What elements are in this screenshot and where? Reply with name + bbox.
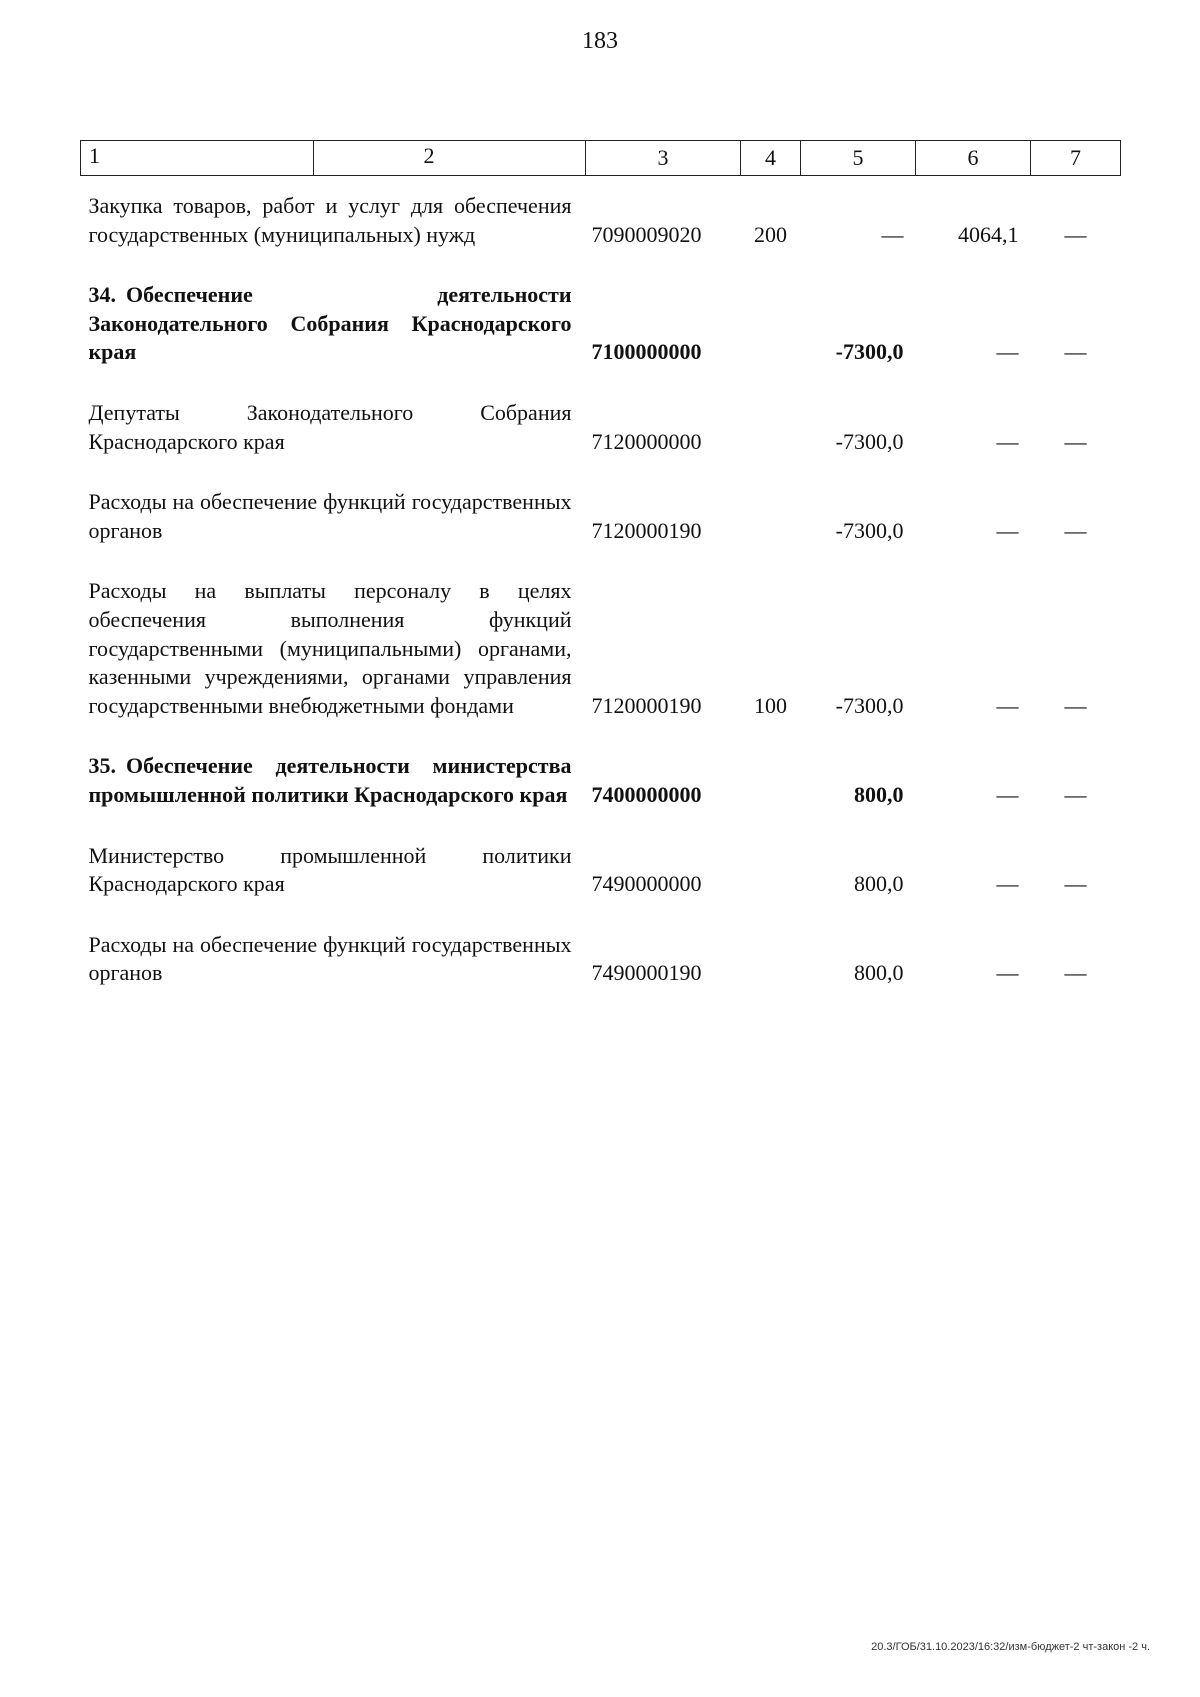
expense-type-code: [741, 383, 801, 472]
row-number: 35.: [88, 753, 116, 779]
row-description: [81, 472, 586, 561]
amount-col-7: —: [1064, 692, 1087, 718]
table-row: [81, 265, 1121, 383]
row-text: Расходы на обеспечение функций государственных органов: [88, 489, 572, 543]
amount-col-6: 4064,1: [958, 221, 1019, 247]
target-code: 7090009020: [591, 221, 702, 247]
table-row: [81, 915, 1121, 1004]
amount-col-5: 800,0: [854, 960, 904, 986]
row-description: [81, 826, 586, 915]
amount-col-6: —: [996, 781, 1019, 807]
amount-col-7: —: [1064, 428, 1087, 454]
target-code: 7120000190: [591, 692, 702, 718]
amount-col-6: —: [996, 428, 1019, 454]
amount-col-7: —: [1064, 871, 1087, 897]
row-text: Обеспечение деятельности министерства промышленной политики Краснодарского края: [88, 753, 572, 807]
target-code: 7120000190: [591, 517, 702, 543]
table-body: [81, 176, 1121, 1004]
row-description: [81, 176, 586, 266]
expense-type-code: [741, 265, 801, 383]
budget-sheet: [80, 140, 1120, 1420]
expense-type-code: 100: [754, 692, 787, 718]
expense-type-code: [741, 472, 801, 561]
table-row: [81, 383, 1121, 472]
table-row: [81, 472, 1121, 561]
target-code: 7120000000: [591, 428, 702, 454]
row-description: [81, 383, 586, 472]
header-col-4: 4: [741, 141, 801, 176]
row-description: [81, 915, 586, 1004]
amount-col-6: —: [996, 692, 1019, 718]
target-code: 7490000190: [591, 960, 702, 986]
budget-table: [80, 140, 1121, 1004]
table-row: [81, 176, 1121, 266]
amount-col-7: —: [1064, 960, 1087, 986]
table-row: [81, 561, 1121, 736]
amount-col-5: -7300,0: [835, 339, 904, 365]
amount-col-5: -7300,0: [835, 428, 904, 454]
file-stamp: 20.3/ГОБ/31.10.2023/16:32/изм-бюджет-2 чт-закон -2 ч.: [871, 1641, 1150, 1653]
row-number: 34.: [88, 282, 116, 308]
amount-col-7: —: [1064, 339, 1087, 365]
amount-col-6: —: [996, 871, 1019, 897]
page-number: 183: [582, 28, 618, 54]
table-row: [81, 826, 1121, 915]
amount-col-7: —: [1064, 781, 1087, 807]
expense-type-code: [741, 736, 801, 825]
amount-col-5: -7300,0: [835, 692, 904, 718]
amount-col-6: —: [996, 960, 1019, 986]
row-text: Расходы на выплаты персоналу в целях обеспечения выполнения функций государственными (муниципальными) органами, казенными учреждениями, органами управления государственными внебюджетными фондами: [88, 578, 572, 718]
amount-col-7: —: [1064, 221, 1087, 247]
amount-col-5: -7300,0: [835, 517, 904, 543]
target-code: 7400000000: [591, 781, 702, 807]
expense-type-code: [741, 915, 801, 1004]
amount-col-6: —: [996, 339, 1019, 365]
amount-col-7: —: [1064, 517, 1087, 543]
table-row: [81, 736, 1121, 825]
header-col-5: 5: [801, 141, 916, 176]
amount-col-6: —: [996, 517, 1019, 543]
header-col-6: 6: [916, 141, 1031, 176]
header-col-1: 1 2: [81, 141, 586, 176]
row-description: [81, 561, 586, 736]
amount-col-5: 800,0: [854, 781, 904, 807]
row-text: Депутаты Законодательного Собрания Краснодарского края: [88, 399, 572, 454]
header-row: [81, 141, 1121, 176]
row-text: Закупка товаров, работ и услуг для обеспечения государственных (муниципальных) нужд: [88, 193, 572, 247]
header-col-3: 3: [586, 141, 741, 176]
amount-col-5: —: [881, 221, 904, 247]
expense-type-code: [741, 826, 801, 915]
row-text: Обеспечение деятельности Законодательного Собрания Краснодарского края: [88, 282, 572, 365]
header-col-7: 7: [1031, 141, 1121, 176]
row-description: [81, 736, 586, 825]
row-text: Министерство промышленной политики Краснодарского края: [88, 842, 572, 897]
amount-col-5: 800,0: [854, 871, 904, 897]
row-text: Расходы на обеспечение функций государственных органов: [88, 931, 572, 986]
target-code: 7490000000: [591, 871, 702, 897]
target-code: 7100000000: [591, 339, 702, 365]
row-description: [81, 265, 586, 383]
expense-type-code: 200: [754, 221, 787, 247]
